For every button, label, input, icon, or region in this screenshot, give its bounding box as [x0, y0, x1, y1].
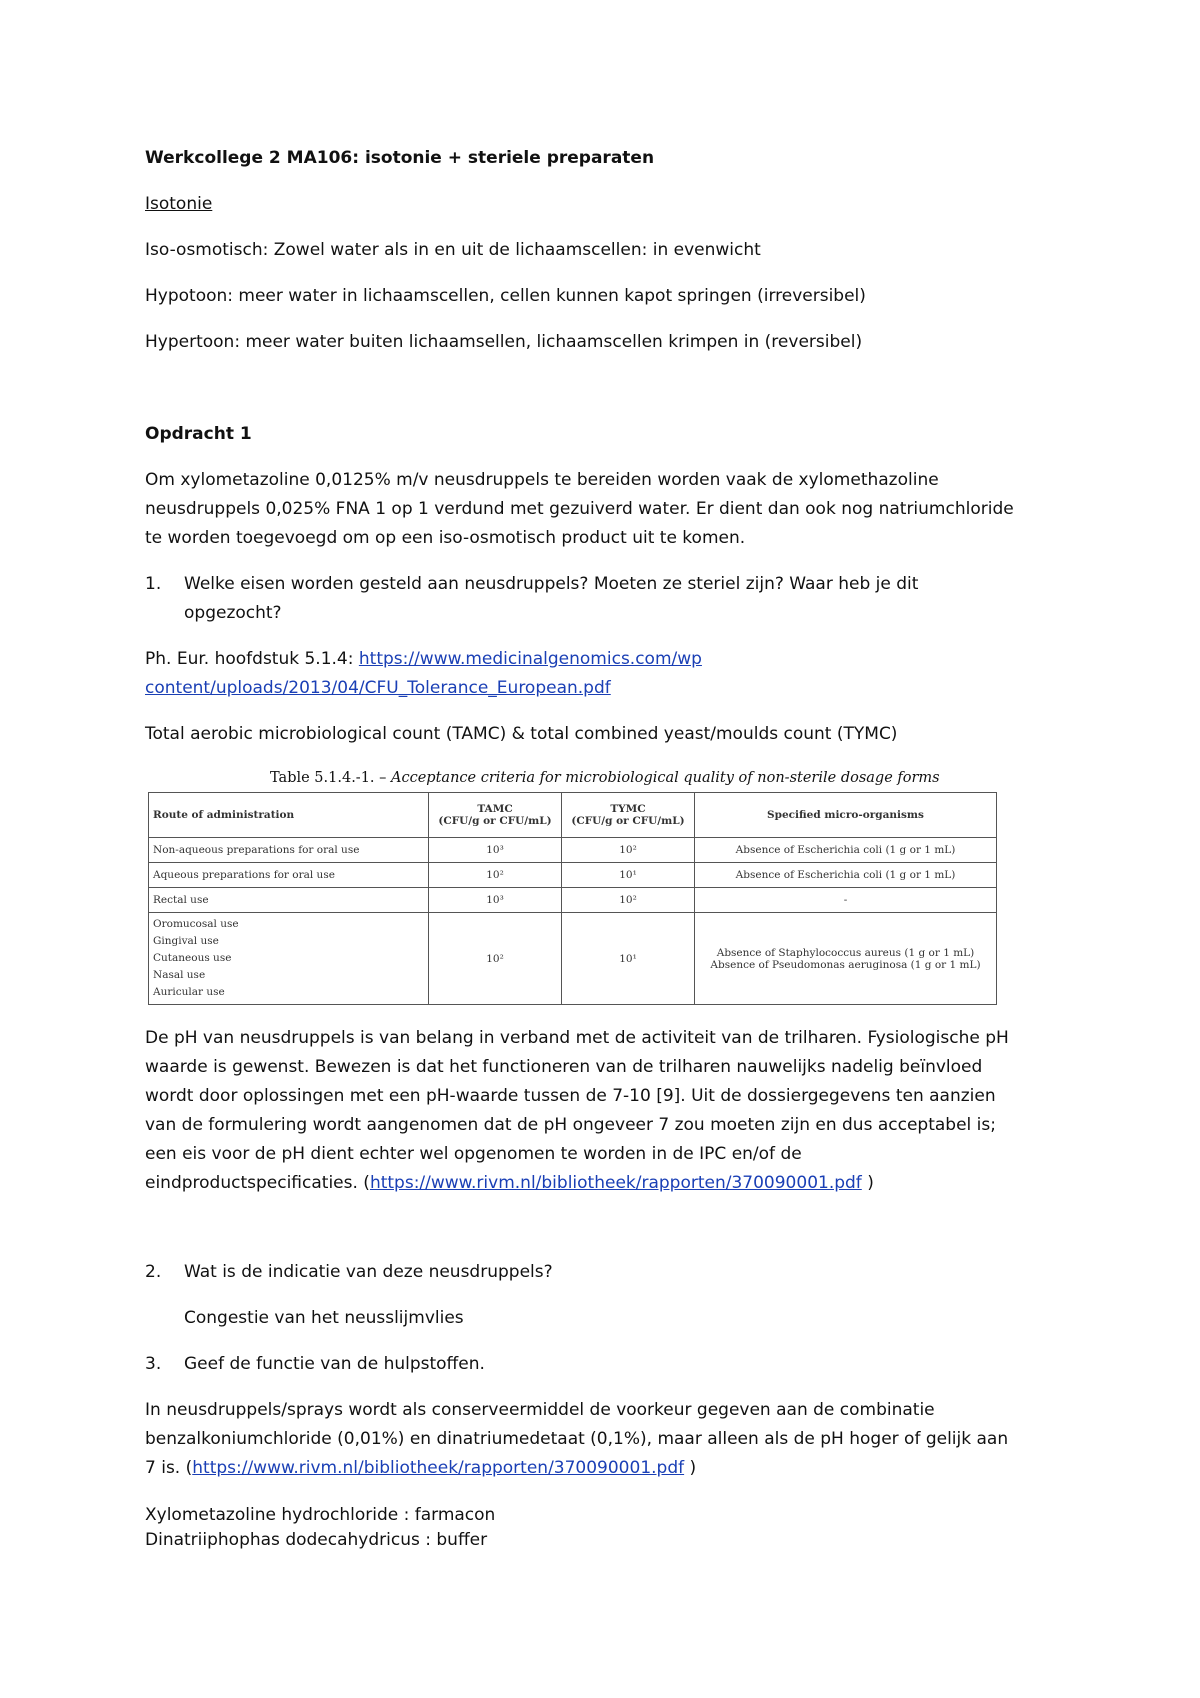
ph-paragraph-line: een eis voor de pH dient echter wel opgenomen te worden in de IPC en/of de	[145, 1144, 802, 1164]
specified-cell: Absence of Escherichia coli (1 g or 1 mL)	[695, 863, 997, 888]
ph-paragraph-line: van de formulering wordt aangenomen dat de pH ongeveer 7 zou moeten zijn en dus acceptabel is;	[145, 1115, 996, 1135]
tamc-cell: 10³	[429, 888, 562, 913]
route-cell: Non-aqueous preparations for oral use	[149, 838, 429, 863]
question-2-text: Wat is de indicatie van deze neusdruppels?	[184, 1262, 553, 1282]
header-tymc-label: TYMC	[610, 803, 646, 815]
tymc-cell: 10²	[562, 838, 695, 863]
ph-last-suffix: )	[861, 1173, 874, 1193]
header-tamc-unit: (CFU/g or CFU/mL)	[438, 815, 552, 827]
tamc-cell: 10²	[429, 913, 562, 1005]
ph-last-prefix: eindproductspecificaties. (	[145, 1173, 370, 1193]
ph-paragraph-last-line	[145, 1173, 874, 1193]
section-heading-isotonie: Isotonie	[145, 194, 213, 214]
route-item: Oromucosal use	[153, 918, 239, 930]
table-row	[149, 888, 997, 913]
rivm-link[interactable]: https://www.rivm.nl/bibliotheek/rapporten/370090001.pdf	[369, 1173, 862, 1193]
ph-eur-link-continued	[145, 678, 611, 698]
question-2-number: 2.	[145, 1262, 162, 1282]
ph-eur-link[interactable]: https://www.medicinalgenomics.com/wp	[358, 649, 702, 669]
specified-line: Absence of Staphylococcus aureus (1 g or 1 mL)	[716, 946, 975, 959]
tamc-cell: 10²	[429, 863, 562, 888]
header-tamc-label: TAMC	[477, 803, 513, 815]
question-1-line: opgezocht?	[184, 603, 282, 623]
table-row	[149, 863, 997, 888]
question-1-number: 1.	[145, 574, 162, 594]
conserveermiddel-last-line	[145, 1458, 696, 1478]
intro-line: Om xylometazoline 0,0125% m/v neusdruppels te bereiden worden vaak de xylomethazoline	[145, 470, 939, 490]
tymc-cell: 10²	[562, 888, 695, 913]
question-1-line: Welke eisen worden gesteld aan neusdruppels? Moeten ze steriel zijn? Waar heb je dit	[184, 574, 919, 594]
table-title-italic: Acceptance criteria for microbiological quality of non-sterile dosage forms	[391, 770, 940, 786]
header-tymc-unit: (CFU/g or CFU/mL)	[571, 815, 685, 827]
rivm-link-2[interactable]: https://www.rivm.nl/bibliotheek/rapporten/370090001.pdf	[192, 1458, 685, 1478]
acceptance-criteria-table	[148, 792, 997, 1005]
cons-last-prefix: 7 is. (	[145, 1458, 193, 1478]
route-item: Auricular use	[153, 986, 225, 998]
route-item: Gingival use	[153, 935, 219, 947]
ph-eur-reference	[145, 649, 702, 669]
ph-paragraph-line: wordt door oplossingen met een pH-waarde tussen de 7-10 [9]. Uit de dossiergegevens ten aanzien	[145, 1086, 996, 1106]
specified-line: Absence of Pseudomonas aeruginosa (1 g or 1 mL)	[710, 958, 981, 971]
intro-line: neusdruppels 0,025% FNA 1 op 1 verdund met gezuiverd water. Er dient dan ook nog natriumchloride	[145, 499, 1014, 519]
dinatrium-line: Dinatriiphophas dodecahydricus : buffer	[145, 1530, 488, 1550]
header-specified: Specified micro-organisms	[695, 793, 997, 838]
tymc-cell: 10¹	[562, 863, 695, 888]
tymc-cell: 10¹	[562, 913, 695, 1005]
page-title: Werkcollege 2 MA106: isotonie + steriele preparaten	[145, 148, 655, 168]
table-row	[149, 913, 997, 1005]
header-route: Route of administration	[149, 793, 429, 838]
conserveermiddel-line: benzalkoniumchloride (0,01%) en dinatriumedetaat (0,1%), maar alleen als de pH hoger of gelijk aan	[145, 1429, 1009, 1449]
route-cell: Aqueous preparations for oral use	[149, 863, 429, 888]
ph-eur-link-line-2[interactable]: content/uploads/2013/04/CFU_Tolerance_European.pdf	[145, 678, 611, 698]
question-3-text: Geef de functie van de hulpstoffen.	[184, 1354, 485, 1374]
specified-cell	[695, 913, 997, 1005]
table-row	[149, 838, 997, 863]
specified-cell: -	[695, 888, 997, 913]
specified-cell: Absence of Escherichia coli (1 g or 1 mL)	[695, 838, 997, 863]
cons-last-suffix: )	[684, 1458, 697, 1478]
header-tymc	[562, 793, 695, 838]
route-cell-multi	[149, 913, 429, 1005]
tamc-cell: 10³	[429, 838, 562, 863]
intro-line: te worden toegevoegd om op een iso-osmotisch product uit te komen.	[145, 528, 746, 548]
tamc-tymc-line: Total aerobic microbiological count (TAMC) & total combined yeast/moulds count (TYMC)	[145, 724, 898, 744]
xylometazoline-line: Xylometazoline hydrochloride : farmacon	[145, 1505, 496, 1525]
ph-paragraph-line: waarde is gewenst. Bewezen is dat het functioneren van de trilharen nauwelijks nadelig beïnvloed	[145, 1057, 983, 1077]
table-title	[270, 770, 940, 786]
iso-osmotisch-text: Iso-osmotisch: Zowel water als in en uit de lichaamscellen: in evenwicht	[145, 240, 761, 260]
hypotoon-text: Hypotoon: meer water in lichaamscellen, cellen kunnen kapot springen (irreversibel)	[145, 286, 866, 306]
ph-paragraph-line: De pH van neusdruppels is van belang in verband met de activiteit van de trilharen. Fysiologische pH	[145, 1028, 1009, 1048]
route-cell: Rectal use	[149, 888, 429, 913]
opdracht-heading: Opdracht 1	[145, 424, 252, 444]
table-title-prefix: Table 5.1.4.-1. –	[270, 770, 392, 786]
header-tamc	[429, 793, 562, 838]
route-item: Cutaneous use	[153, 952, 232, 964]
route-item: Nasal use	[153, 969, 206, 981]
ph-eur-prefix: Ph. Eur. hoofdstuk 5.1.4:	[145, 649, 359, 669]
question-2-answer: Congestie van het neusslijmvlies	[184, 1308, 464, 1328]
question-3-number: 3.	[145, 1354, 162, 1374]
conserveermiddel-line: In neusdruppels/sprays wordt als conserveermiddel de voorkeur gegeven aan de combinatie	[145, 1400, 935, 1420]
hypertoon-text: Hypertoon: meer water buiten lichaamsellen, lichaamscellen krimpen in (reversibel)	[145, 332, 863, 352]
